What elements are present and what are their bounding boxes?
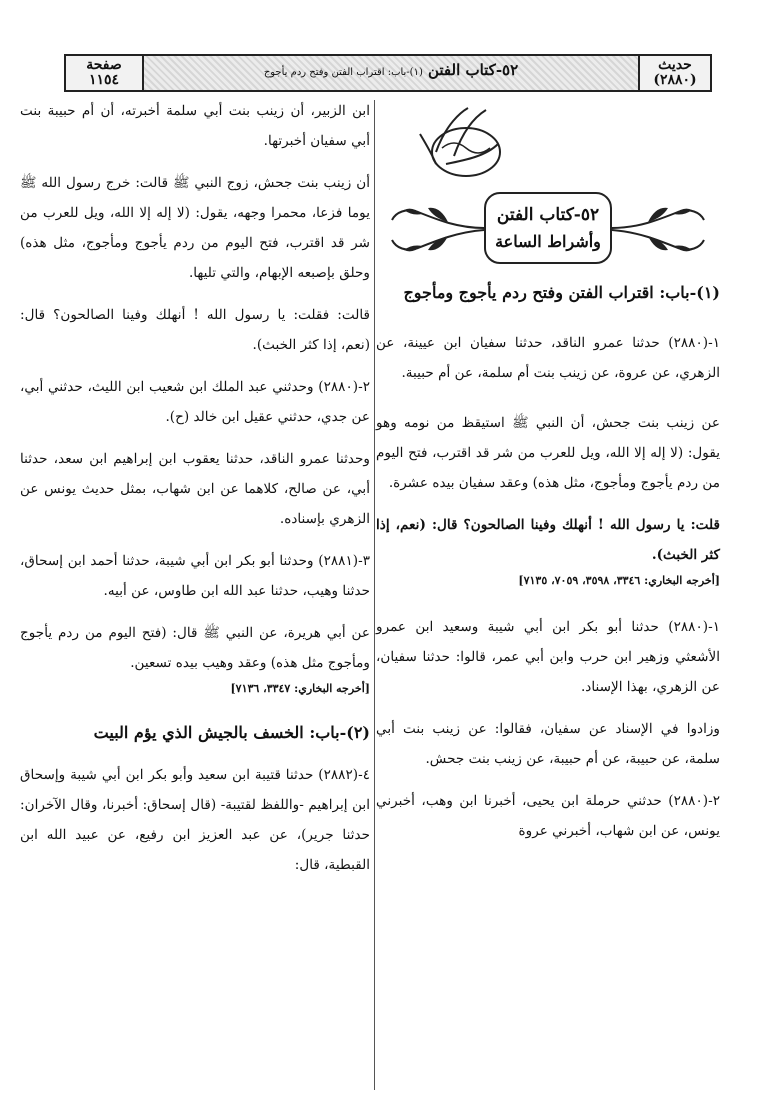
hadith-paragraph: أن زينب بنت جحش، زوج النبي ﷺ قالت: خرج رسول الله ﷺ يوما فزعا، محمرا وجهه، يقول: (لا إله إلا الله، ويل للعرب من شر قد اقترب، فتح اليوم من ردم يأجوج ومأجوج، مثل هذه) وحلق بإصبعه الإبهام، والتي تليها. bbox=[20, 175, 370, 281]
page-number: ١١٥٤ bbox=[88, 72, 120, 88]
page-header bbox=[64, 54, 712, 92]
hadith-paragraph: ١-(٢٨٨٠) حدثنا عمرو الناقد، حدثنا سفيان ابن عيينة، عن الزهري، عن عروة، عن زينب بنت أم سلمة، عن أم حبيبة. bbox=[376, 335, 720, 381]
hadith-paragraph: عن زينب بنت جحش، أن النبي ﷺ استيقظ من نومه وهو يقول: (لا إله إلا الله، ويل للعرب من شر قد اقترب، فتح اليوم من ردم يأجوج ومأجوج، مثل هذه) وعقد سفيان بيده عشرة. bbox=[376, 415, 720, 491]
hadith-number-box bbox=[638, 56, 710, 90]
hadith-paragraph: ٢-(٢٨٨٠) وحدثني عبد الملك ابن شعيب ابن الليث، حدثني أبي، عن جدي، حدثني عقيل ابن خالد (ح). bbox=[20, 379, 370, 425]
book-heading-line1: ٥٢-كتاب الفتن bbox=[496, 205, 600, 225]
hadith-reference: [أخرجه البخاري: ٣٣٤٦، ٣٥٩٨، ٧٠٥٩، ٧١٣٥] bbox=[518, 574, 720, 587]
left-column bbox=[20, 96, 370, 880]
running-title bbox=[150, 60, 632, 79]
column-divider bbox=[374, 100, 375, 1090]
hadith-paragraph: ابن الزبير، أن زينب بنت أبي سلمة أخبرته، أن أم حبيبة بنت أبي سفيان أخبرتها. bbox=[20, 103, 370, 149]
hadith-number: (٢٨٨٠) bbox=[653, 72, 697, 88]
hadith-paragraph: وحدثنا عمرو الناقد، حدثنا يعقوب ابن إبراهيم ابن سعد، حدثنا أبي، عن صالح، كلاهما عن ابن شهاب، بمثل حديث يونس عن الزهري بإسناده. bbox=[20, 451, 370, 527]
hadith-label: حديث bbox=[658, 57, 692, 74]
hadith-paragraph: ٣-(٢٨٨١) وحدثنا أبو بكر ابن أبي شيبة، حدثنا أحمد ابن إسحاق، حدثنا وهيب، حدثنا عبد الله ابن طاوس، عن أبيه. bbox=[20, 553, 370, 599]
page-label: صفحة bbox=[86, 57, 122, 74]
header-book-title: ٥٢-كتاب الفتن bbox=[427, 61, 519, 79]
book-heading-box bbox=[484, 192, 612, 264]
calligraphy-seal-icon bbox=[406, 104, 516, 184]
hadith-paragraph: عن أبي هريرة، عن النبي ﷺ قال: (فتح اليوم من ردم يأجوج ومأجوج مثل هذه) وعقد وهيب بيده تسعين. bbox=[20, 625, 370, 671]
hadith-paragraph: وزادوا في الإسناد عن سفيان، فقالوا: عن زينب بنت أبي سلمة، عن حبيبة، عن أم حبيبة، عن زينب بنت جحش. bbox=[376, 721, 720, 767]
hadith-paragraph: قلت: يا رسول الله ! أنهلك وفينا الصالحون؟ قال: (نعم، إذا كثر الخبث). bbox=[376, 517, 720, 563]
hadith-reference: [أخرجه البخاري: ٣٣٤٧، ٧١٣٦] bbox=[230, 682, 370, 695]
header-chapter-title: (١)-باب: اقتراب الفتن وفتح ردم يأجوج bbox=[263, 67, 423, 78]
book-heading-line2: وأشراط الساعة bbox=[495, 232, 601, 251]
floral-ornament-icon bbox=[612, 198, 708, 258]
hadith-paragraph: ٤-(٢٨٨٢) حدثنا قتيبة ابن سعيد وأبو بكر ابن أبي شيبة وإسحاق ابن إبراهيم -واللفظ لقتيبة- (قال إسحاق: أخبرنا، وقال الآخران: حدثنا جرير)، عن عبد العزيز ابن رفيع، عن عبيد الله ابن القبطية، قال: bbox=[20, 767, 370, 873]
hadith-paragraph: ١-(٢٨٨٠) حدثنا أبو بكر ابن أبي شيبة وسعيد ابن عمرو الأشعثي وزهير ابن حرب وابن أبي عمر، قالوا: حدثنا سفيان، عن الزهري، بهذا الإسناد. bbox=[376, 619, 720, 695]
chapter-heading: (١)-باب: اقتراب الفتن وفتح ردم يأجوج ومأجوج bbox=[403, 283, 720, 302]
book-heading bbox=[388, 188, 708, 272]
right-column bbox=[376, 96, 720, 846]
floral-ornament-icon bbox=[388, 198, 484, 258]
page-number-box bbox=[66, 56, 144, 90]
hadith-paragraph: قالت: فقلت: يا رسول الله ! أنهلك وفينا الصالحون؟ قال: (نعم، إذا كثر الخبث). bbox=[20, 307, 370, 353]
chapter-heading: (٢)-باب: الخسف بالجيش الذي يؤم البيت bbox=[93, 723, 370, 742]
hadith-paragraph: ٢-(٢٨٨٠) حدثني حرملة ابن يحيى، أخبرنا ابن وهب، أخبرني يونس، عن ابن شهاب، أخبرني عروة bbox=[376, 793, 720, 839]
